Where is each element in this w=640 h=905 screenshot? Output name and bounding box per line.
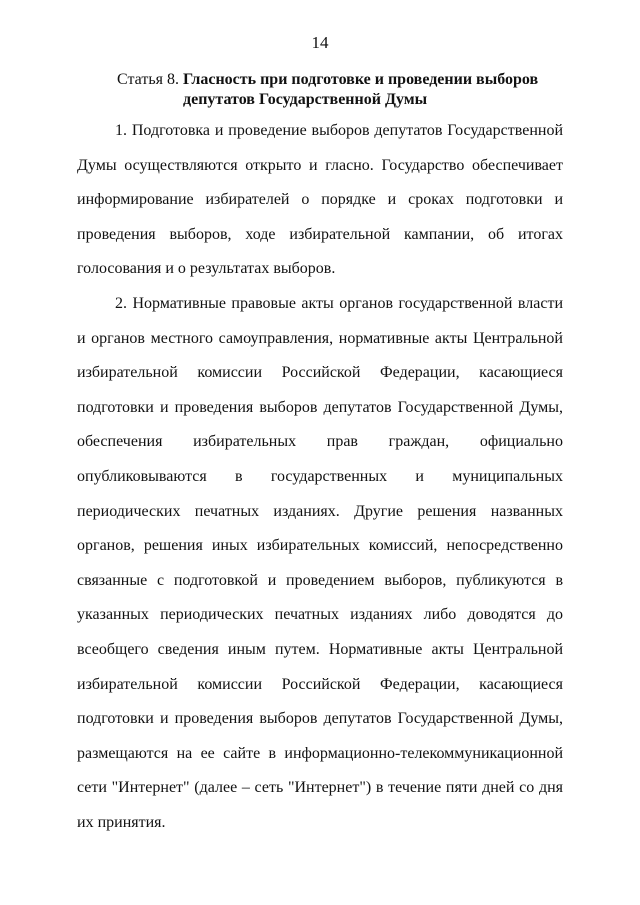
article-number: Статья 8. [117,71,179,88]
article-heading [0,70,640,110]
paragraph-2: 2. Нормативные правовые акты органов государственной власти и органов местного самоуправления, нормативные акты Центральной избирательной комиссии Российской Федерации, касающиеся подготовки и проведения выборов депутатов Государственной Думы, обеспечения избирательных прав граждан, официально опубликовываются в государственных и муниципальных периодических печатных изданиях. Другие решения названных органов, решения иных избирательных комиссий, непосредственно связанные с подготовкой и проведением выборов, публикуются в указанных периодических печатных изданиях либо доводятся до всеобщего сведения иным путем. Нормативные акты Центральной избирательной комиссии Российской Федерации, касающиеся подготовки и проведения выборов депутатов Государственной Думы, размещаются на ее сайте в информационно-телекоммуникационной сети "Интернет" (далее – сеть "Интернет") в течение пяти дней со дня их принятия. [77,294,563,831]
page-number: 14 [311,33,329,52]
article-title-line-1: Гласность при подготовке и проведении выборов [182,71,539,88]
paragraph-1: 1. Подготовка и проведение выборов депутатов Государственной Думы осуществляются открыто и гласно. Государство обеспечивает информирование избирателей о порядке и сроках подготовки и проведения выборов, ходе избирательной кампании, об итогах голосования и о результатах выборов. [77,122,563,278]
article-heading-line-1 [0,70,640,90]
article-title-line-2: депутатов Государственной Думы [183,91,428,108]
article-body [77,114,563,840]
